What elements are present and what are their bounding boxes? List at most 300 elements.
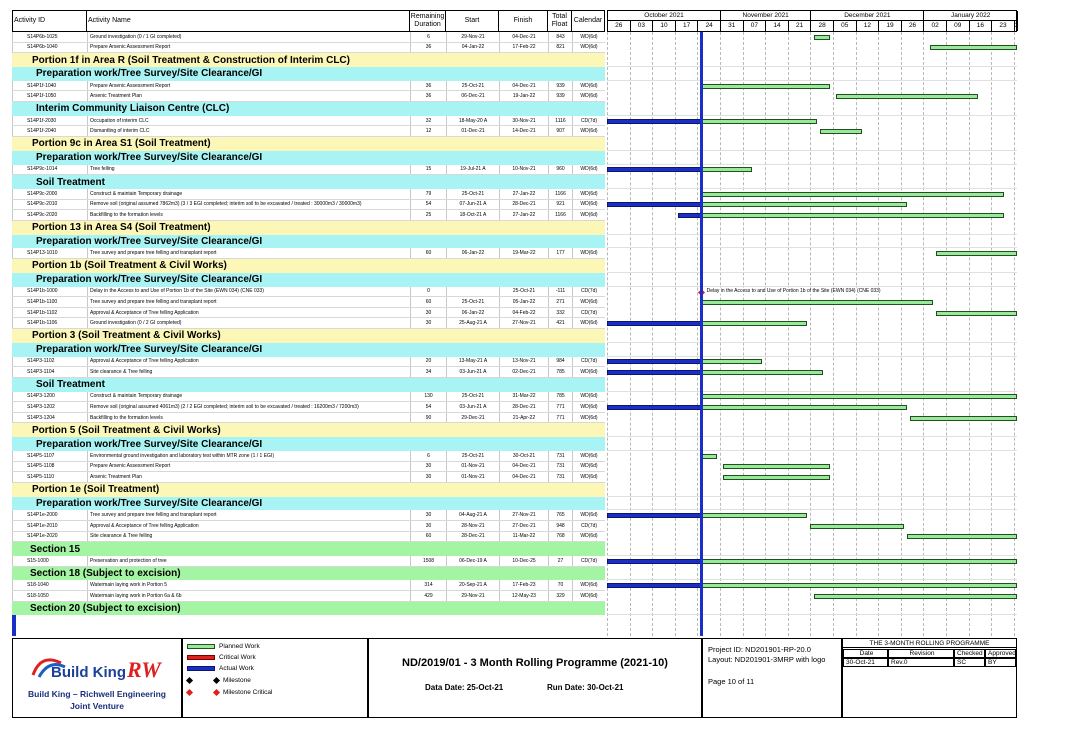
cell-id: S14P9c-2000 [12, 189, 87, 199]
planned-bar[interactable] [701, 559, 1017, 564]
cell-id: S14P1f-1040 [12, 81, 87, 91]
legend-milestone [187, 677, 251, 684]
cell-name: Prepare Arsenic Assessment Report [87, 462, 410, 472]
group-header[interactable]: Preparation work/Tree Survey/Site Clearance/GI [12, 497, 605, 511]
activity-row[interactable] [12, 532, 605, 543]
cell-name: Dismantling of interim CLC [87, 126, 410, 136]
planned-bar[interactable] [936, 311, 1017, 316]
cell-id: S14P3-1200 [12, 392, 87, 402]
group-header[interactable]: Preparation work/Tree Survey/Site Clearance/GI [12, 273, 605, 287]
cell-rd: 54 [410, 402, 446, 412]
planned-bar[interactable] [836, 94, 978, 99]
planned-bar[interactable] [701, 513, 808, 518]
cell-rd: 314 [410, 580, 446, 590]
cell-cal: WD(6d) [572, 591, 605, 601]
actual-bar[interactable] [607, 370, 701, 375]
milestone-critical-icon-2 [213, 689, 220, 696]
cell-id: S14P9c-2020 [12, 210, 87, 220]
activity-row[interactable] [12, 413, 605, 424]
week-label: 10 [653, 21, 676, 31]
week-label: 02 [924, 21, 947, 31]
activity-row[interactable] [12, 32, 605, 43]
cell-start: 29-Dec-21 [446, 413, 499, 423]
cell-rd: 15 [410, 165, 446, 175]
planned-bar[interactable] [701, 84, 830, 89]
planned-bar[interactable] [701, 213, 1004, 218]
cell-tf: 785 [548, 367, 572, 377]
group-header[interactable]: Preparation work/Tree Survey/Site Clearance/GI [12, 151, 605, 165]
cell-start: 07-Jun-21 A [446, 200, 499, 210]
group-header[interactable]: Portion 5 (Soil Treatment & Civil Works) [12, 423, 605, 437]
planned-bar[interactable] [701, 119, 817, 124]
activity-row[interactable] [12, 402, 605, 413]
cell-finish: 04-Dec-21 [499, 32, 548, 42]
group-band [607, 273, 1017, 287]
header-total-float[interactable]: Total Float [548, 10, 572, 32]
data-date-line [700, 32, 703, 636]
cell-tf: 939 [548, 81, 572, 91]
cell-id: S14P3-1104 [12, 367, 87, 377]
week-label: 31 [721, 21, 744, 31]
milestone-icon [186, 677, 193, 684]
milestone-label: Delay in the Access to and Use of Portion 1b of the Site (EWN 034) (CNE 033) [706, 287, 881, 294]
week-label: 28 [811, 21, 834, 31]
cell-tf: 960 [548, 165, 572, 175]
cell-name: Approval & Acceptance of Tree felling Application [87, 357, 410, 367]
cell-finish: 11-Mar-22 [499, 532, 548, 542]
planned-bar[interactable] [701, 454, 717, 459]
group-header[interactable]: Section 20 (Subject to excision) [12, 602, 605, 616]
cell-tf: 843 [548, 32, 572, 42]
actual-bar[interactable] [607, 167, 701, 172]
activity-row[interactable] [12, 451, 605, 462]
activity-row[interactable] [12, 116, 605, 127]
cell-id: S14P1e-2010 [12, 521, 87, 531]
cell-name: Occupation of interim CLC [87, 116, 410, 126]
activity-row[interactable] [12, 367, 605, 378]
cell-cal: CD(7d) [572, 287, 605, 297]
cell-name: Backfilling to the formation levels [87, 413, 410, 423]
group-band [607, 329, 1017, 343]
group-header[interactable]: Portion 9c in Area S1 (Soil Treatment) [12, 137, 605, 151]
header-remaining-duration[interactable]: Remaining Duration [410, 10, 446, 32]
cell-start: 18-Oct-21 A [446, 210, 499, 220]
actual-bar[interactable] [607, 321, 701, 326]
cell-id: S14P1b-1000 [12, 287, 87, 297]
cell-start: 06-Jan-22 [446, 308, 499, 318]
footer-legend-box [182, 638, 368, 718]
planned-bar[interactable] [701, 300, 933, 305]
cell-tf: 921 [548, 200, 572, 210]
cell-id: S14P1b-1102 [12, 308, 87, 318]
group-header[interactable]: Preparation work/Tree Survey/Site Clearance/GI [12, 343, 605, 357]
cell-name: Watermain laying work in Portion 5 [87, 580, 410, 590]
cell-tf: 785 [548, 392, 572, 402]
cell-rd: 34 [410, 367, 446, 377]
activity-row[interactable] [12, 591, 605, 602]
group-header[interactable]: Section 18 (Subject to excision) [12, 567, 605, 581]
cell-cal: CD(7d) [572, 556, 605, 566]
group-band [607, 67, 1017, 81]
planned-bar[interactable] [910, 416, 1017, 421]
group-band [607, 497, 1017, 511]
legend-planned-label: Planned Work [219, 643, 260, 650]
cell-cal: WD(6d) [572, 81, 605, 91]
cell-tf: 70 [548, 580, 572, 590]
cell-cal: WD(6d) [572, 392, 605, 402]
cell-rd: 60 [410, 297, 446, 307]
cell-cal: WD(6d) [572, 126, 605, 136]
group-band [607, 602, 1017, 616]
footer-revision-box [842, 638, 1017, 718]
group-header[interactable]: Preparation work/Tree Survey/Site Clearance/GI [12, 235, 605, 249]
cell-tf: 939 [548, 91, 572, 101]
activity-row[interactable] [12, 81, 605, 92]
activity-row[interactable] [12, 200, 605, 211]
activity-row[interactable] [12, 210, 605, 221]
actual-bar[interactable] [607, 513, 701, 518]
cell-finish: 27-Nov-21 [499, 510, 548, 520]
month-label: November 2021 [721, 11, 811, 21]
cell-tf: 768 [548, 532, 572, 542]
month-label: December 2021 [811, 11, 924, 21]
cell-id: S14P9c-2010 [12, 200, 87, 210]
group-header[interactable]: Portion 13 in Area S4 (Soil Treatment) [12, 221, 605, 235]
cell-start: 28-Dec-21 [446, 532, 499, 542]
cell-finish: 04-Dec-21 [499, 472, 548, 482]
group-header[interactable]: Portion 3 (Soil Treatment & Civil Works) [12, 329, 605, 343]
cell-rd: 32 [410, 116, 446, 126]
group-header[interactable]: Interim Community Liaison Centre (CLC) [12, 102, 605, 116]
group-band [607, 437, 1017, 451]
planned-bar[interactable] [701, 202, 908, 207]
group-band [607, 102, 1017, 116]
planned-bar[interactable] [701, 192, 1004, 197]
activity-row[interactable] [12, 392, 605, 403]
cell-id: S14P5-1107 [12, 451, 87, 461]
header-finish[interactable]: Finish [499, 10, 548, 32]
week-label: 21 [789, 21, 812, 31]
cell-tf: 948 [548, 521, 572, 531]
planned-bar[interactable] [814, 35, 830, 40]
cell-start: 03-Jun-21 A [446, 402, 499, 412]
week-label: 26 [608, 21, 631, 31]
company-logo [29, 647, 169, 683]
cell-rd: 30 [410, 510, 446, 520]
actual-bar[interactable] [607, 359, 701, 364]
cell-name: Arsenic Treatment Plan [87, 472, 410, 482]
cell-tf: 1166 [548, 189, 572, 199]
group-header[interactable]: Section 15 [12, 542, 605, 556]
activity-row[interactable] [12, 126, 605, 137]
cell-tf: -111 [548, 287, 572, 297]
logo-text-buildking: Build King [51, 664, 126, 681]
activity-row[interactable] [12, 91, 605, 102]
cell-id: S14P3-1204 [12, 413, 87, 423]
activity-row[interactable] [12, 248, 605, 259]
cell-start: 25-Oct-21 [446, 189, 499, 199]
activity-row[interactable] [12, 308, 605, 319]
cell-id: S14P13-1010 [12, 248, 87, 258]
cell-name: Delay in the Access to and Use of Portion 1b of the Site (EWN 034) (CNE 033) [87, 287, 410, 297]
planned-bar[interactable] [701, 405, 908, 410]
rev-checked: SC [954, 658, 985, 667]
legend-milestone-critical [187, 689, 273, 696]
actual-bar[interactable] [678, 213, 701, 218]
header-calendar[interactable]: Calendar [572, 10, 605, 32]
group-header[interactable]: Portion 1f in Area R (Soil Treatment & Construction of Interim CLC) [12, 53, 605, 67]
cell-id: S14P1b-1100 [12, 297, 87, 307]
week-label: 17 [676, 21, 699, 31]
cell-rd: 12 [410, 126, 446, 136]
planned-bar[interactable] [701, 321, 808, 326]
cell-finish: 17-Feb-22 [499, 43, 548, 53]
cell-name: Tree survey and prepare tree felling and transplant report [87, 297, 410, 307]
cell-cal: WD(6d) [572, 165, 605, 175]
cell-finish: 27-Jan-22 [499, 189, 548, 199]
cell-id: S14P3-1102 [12, 357, 87, 367]
milestone-critical-icon [186, 689, 193, 696]
cell-finish: 27-Nov-21 [499, 318, 548, 328]
cell-start: 20-Sep-21 A [446, 580, 499, 590]
cell-name: Approval & Acceptance of Tree felling Application [87, 308, 410, 318]
cell-finish: 04-Dec-21 [499, 462, 548, 472]
activity-row[interactable] [12, 462, 605, 473]
actual-bar[interactable] [607, 202, 701, 207]
critical-swatch [187, 655, 215, 660]
cell-id: S14P5-1108 [12, 462, 87, 472]
logo-text-rw: RW [127, 657, 161, 682]
week-label: 12 [857, 21, 880, 31]
planned-bar[interactable] [723, 475, 830, 480]
logo-graphic [29, 647, 169, 683]
cell-id: S14P9c-1014 [12, 165, 87, 175]
cell-finish: 25-Oct-21 [499, 287, 548, 297]
week-label: 24 [698, 21, 721, 31]
cell-tf: 731 [548, 472, 572, 482]
cell-name: Backfilling to the formation levels [87, 210, 410, 220]
cell-start: 06-Dec-19 A [446, 556, 499, 566]
cell-cal: CD(7d) [572, 116, 605, 126]
cell-start: 29-Nov-21 [446, 32, 499, 42]
cell-start: 13-May-21 A [446, 357, 499, 367]
data-date: Data Date: 25-Oct-21 [425, 683, 504, 692]
rev-head-revision: Revision [888, 649, 954, 658]
group-header[interactable]: Soil Treatment [12, 175, 605, 189]
planned-bar[interactable] [936, 251, 1017, 256]
activity-row[interactable] [12, 357, 605, 368]
cell-start: 25-Oct-21 [446, 81, 499, 91]
cell-finish: 19-Mar-22 [499, 248, 548, 258]
rev-head-approved: Approved [985, 649, 1016, 658]
activity-row[interactable] [12, 297, 605, 308]
cell-cal: WD(6d) [572, 532, 605, 542]
cell-cal: CD(7d) [572, 308, 605, 318]
header-activity-name[interactable]: Activity Name [87, 10, 410, 32]
cell-start: 25-Oct-21 [446, 392, 499, 402]
cell-start: 25-Oct-21 [446, 451, 499, 461]
activity-row[interactable] [12, 556, 605, 567]
group-band [607, 483, 1017, 497]
actual-bar[interactable] [607, 119, 701, 124]
cell-tf: 984 [548, 357, 572, 367]
cell-finish: 02-Dec-21 [499, 367, 548, 377]
week-label: 3 [1014, 22, 1019, 29]
rev-date: 30-Oct-21 [843, 658, 888, 667]
planned-bar[interactable] [930, 45, 1017, 50]
cell-name: Ground investigation (0 / 1 GI completed) [87, 32, 410, 42]
activity-row[interactable] [12, 165, 605, 176]
group-header[interactable]: Portion 1b (Soil Treatment & Civil Works) [12, 259, 605, 273]
legend-planned [187, 643, 260, 650]
cell-name: Prepare Arsenic Assessment Report [87, 43, 410, 53]
cell-rd: 20 [410, 357, 446, 367]
group-header[interactable]: Preparation work/Tree Survey/Site Clearance/GI [12, 67, 605, 81]
cell-tf: 329 [548, 591, 572, 601]
run-date: Run Date: 30-Oct-21 [547, 683, 624, 692]
cell-id: S14P3-1202 [12, 402, 87, 412]
cell-start: 06-Jan-22 [446, 248, 499, 258]
week-label: 07 [744, 21, 767, 31]
activity-row[interactable] [12, 510, 605, 521]
cell-tf: 27 [548, 556, 572, 566]
week-label: 26 [902, 21, 925, 31]
activity-row[interactable] [12, 472, 605, 483]
cell-tf: 771 [548, 413, 572, 423]
planned-bar[interactable] [820, 129, 862, 134]
header-start[interactable]: Start [446, 10, 499, 32]
cell-name: Construct & maintain Temporary drainage [87, 189, 410, 199]
cell-finish: 10-Dec-25 [499, 556, 548, 566]
cell-finish: 30-Nov-21 [499, 116, 548, 126]
header-activity-id[interactable]: Activity ID [12, 10, 87, 32]
company-name-line2: Joint Venture [70, 701, 124, 711]
cell-finish: 31-Mar-22 [499, 392, 548, 402]
cell-finish: 27-Jan-22 [499, 210, 548, 220]
cell-name: Preservation and protection of tree [87, 556, 410, 566]
programme-title: ND/2019/01 - 3 Month Rolling Programme (2021-10) [402, 657, 668, 669]
group-band [607, 175, 1017, 189]
cell-rd: 30 [410, 318, 446, 328]
planned-bar[interactable] [907, 534, 1017, 539]
cell-finish: 04-Feb-22 [499, 308, 548, 318]
cell-rd: 30 [410, 462, 446, 472]
cell-tf: 332 [548, 308, 572, 318]
actual-bar[interactable] [607, 583, 701, 588]
group-header[interactable]: Preparation work/Tree Survey/Site Clearance/GI [12, 437, 605, 451]
cell-rd: 54 [410, 200, 446, 210]
cell-cal: WD(6d) [572, 580, 605, 590]
cell-id: S14P1f-2030 [12, 116, 87, 126]
cell-id: S18-1040 [12, 580, 87, 590]
cell-name: Ground investigation (0 / 2 GI completed) [87, 318, 410, 328]
cell-cal: CD(7d) [572, 521, 605, 531]
cell-tf: 907 [548, 126, 572, 136]
cell-cal: WD(6d) [572, 462, 605, 472]
cell-rd: 60 [410, 248, 446, 258]
cell-rd: 30 [410, 521, 446, 531]
group-header[interactable]: Portion 1e (Soil Treatment) [12, 483, 605, 497]
cell-name: Remove soil (original assumed 4061m3) (2 / 2 EGI completed; interim soil to be excavated / treated : 16200m3 / 7200m3) [87, 402, 410, 412]
activity-row[interactable] [12, 318, 605, 329]
week-label: 19 [879, 21, 902, 31]
cell-cal: WD(6d) [572, 43, 605, 53]
cell-id: S14P1e-2000 [12, 510, 87, 520]
actual-bar[interactable] [607, 559, 701, 564]
activity-row[interactable] [12, 580, 605, 591]
cell-name: Remove soil (original assumed 7862m3) (3 / 3 EGI completed; interim soil to be excavated / treated : 30000m3 / 30000m3) [87, 200, 410, 210]
activity-row[interactable] [12, 189, 605, 200]
group-band [607, 221, 1017, 235]
cell-start: 29-Nov-21 [446, 591, 499, 601]
layout-name: Layout: ND201901-3MRP with logo [708, 655, 826, 664]
cell-finish: 05-Jan-22 [499, 297, 548, 307]
planned-bar[interactable] [701, 370, 824, 375]
planned-bar[interactable] [701, 359, 762, 364]
actual-bar[interactable] [607, 405, 701, 410]
cell-id: S14P1b-1106 [12, 318, 87, 328]
planned-bar[interactable] [810, 524, 904, 529]
cell-name: Prepare Arsenic Assessment Report [87, 81, 410, 91]
group-band [607, 53, 1017, 67]
group-band [607, 423, 1017, 437]
activity-row[interactable] [12, 521, 605, 532]
planned-bar[interactable] [701, 167, 753, 172]
cell-rd: 36 [410, 91, 446, 101]
group-band [607, 542, 1017, 556]
week-label: 05 [834, 21, 857, 31]
cell-cal: WD(6d) [572, 402, 605, 412]
planned-bar[interactable] [701, 583, 1017, 588]
cell-start: 01-Nov-21 [446, 462, 499, 472]
activity-row[interactable] [12, 287, 605, 298]
cell-finish: 04-Dec-21 [499, 81, 548, 91]
planned-bar[interactable] [723, 464, 830, 469]
cell-name: Environmental ground investigation and laboratory test within MTR zone (1 / 1 EGI) [87, 451, 410, 461]
planned-bar[interactable] [814, 594, 1017, 599]
cell-start: 18-May-20 A [446, 116, 499, 126]
planned-bar[interactable] [701, 394, 1017, 399]
footer-project-box [702, 638, 842, 718]
cell-tf: 1116 [548, 116, 572, 126]
cell-rd: 0 [410, 287, 446, 297]
legend-milestone-critical-label: Milestone Critical [223, 689, 273, 696]
group-band [607, 378, 1017, 392]
cell-tf: 177 [548, 248, 572, 258]
cell-rd: 90 [410, 413, 446, 423]
group-band [607, 235, 1017, 249]
legend-milestone-label: Milestone [223, 677, 251, 684]
cell-start: 19-Jul-21 A [446, 165, 499, 175]
cell-rd: 1508 [410, 556, 446, 566]
cell-name: Construct & maintain Temporary drainage [87, 392, 410, 402]
legend-actual-label: Actual Work [219, 665, 254, 672]
cell-finish: 28-Dec-21 [499, 402, 548, 412]
activity-row[interactable] [12, 43, 605, 54]
cell-rd: 36 [410, 81, 446, 91]
cell-start: 04-Jan-22 [446, 43, 499, 53]
cell-id: S14P6b-1025 [12, 32, 87, 42]
actual-swatch [187, 666, 215, 671]
month-label: January 2022 [924, 11, 1018, 21]
cell-cal: WD(6d) [572, 200, 605, 210]
page-number: Page 10 of 11 [708, 677, 755, 686]
week-label: 03 [631, 21, 654, 31]
cell-finish: 17-Feb-23 [499, 580, 548, 590]
cell-id: S14P1f-1050 [12, 91, 87, 101]
group-header[interactable]: Soil Treatment [12, 378, 605, 392]
cell-id: S14P1f-2040 [12, 126, 87, 136]
